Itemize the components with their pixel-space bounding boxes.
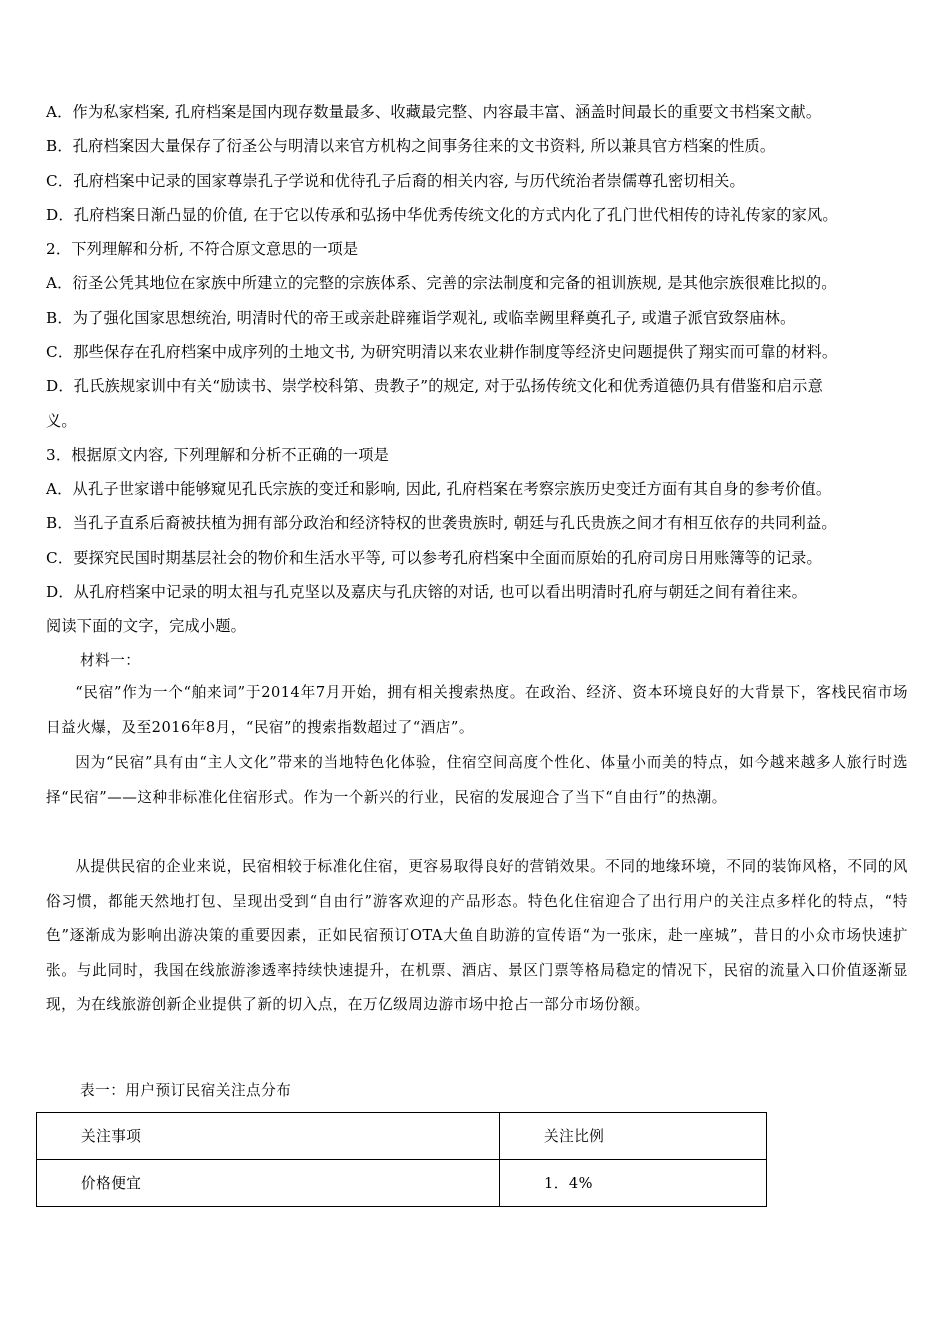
option-2a: A．衍圣公凭其地位在家族中所建立的完整的宗族体系、完善的宗法制度和完备的祖训族规, 是其他宗族很难比拟的。 <box>46 274 837 292</box>
header-focus-ratio: 关注比例 <box>544 1128 605 1145</box>
material-label: 材料一： <box>80 652 141 669</box>
table-header-cell <box>37 1113 500 1160</box>
option-2d: D．孔氏族规家训中有关“励读书、崇学校科第、贵教子”的规定, 对于弘扬传统文化和优秀道德仍具有借鉴和启示意 <box>46 377 823 395</box>
question-2: 2．下列理解和分析, 不符合原文意思的一项是 <box>46 240 359 258</box>
option-1c: C．孔府档案中记录的国家尊崇孔子学说和优待孔子后裔的相关内容, 与历代统治者崇儒尊孔密切相关。 <box>46 172 745 190</box>
reading-instruction: 阅读下面的文字，完成小题。 <box>46 617 247 635</box>
option-3a: A．从孔子世家谱中能够窥见孔氏宗族的变迁和影响, 因此, 孔府档案在考察宗族历史变迁方面有其自身的参考价值。 <box>46 480 832 498</box>
option-1d: D．孔府档案日渐凸显的价值, 在于它以传承和弘扬中华优秀传统文化的方式内化了孔门世代相传的诗礼传家的家风。 <box>46 206 838 224</box>
option-3c: C．要探究民国时期基层社会的物价和生活水平等, 可以参考孔府档案中全面而原始的孔府司房日用账簿等的记录。 <box>46 549 822 567</box>
option-3b: B．当孔子直系后裔被扶植为拥有部分政治和经济特权的世袭贵族时, 朝廷与孔氏贵族之间才有相互依存的共同利益。 <box>46 514 837 532</box>
question-3: 3．根据原文内容, 下列理解和分析不正确的一项是 <box>46 446 390 464</box>
focus-table <box>36 1112 767 1207</box>
option-1a: A．作为私家档案, 孔府档案是国内现存数量最多、收藏最完整、内容最丰富、涵盖时间最长的重要文书档案文献。 <box>46 103 822 121</box>
header-focus-item: 关注事项 <box>81 1128 142 1145</box>
option-2c: C．那些保存在孔府档案中成序列的土地文书, 为研究明清以来农业耕作制度等经济史问题提供了翔实而可靠的材料。 <box>46 343 838 361</box>
option-2d-cont: 义。 <box>46 412 77 430</box>
table-cell <box>37 1160 500 1207</box>
option-1b: B．孔府档案因大量保存了衍圣公与明清以来官方机构之间事务往来的文书资料, 所以兼具官方档案的性质。 <box>46 137 776 155</box>
table-header-cell <box>500 1113 767 1160</box>
table-cell <box>500 1160 767 1207</box>
table-header-row <box>37 1113 767 1160</box>
table-row <box>37 1160 767 1207</box>
paragraph-2: 因为“民宿”具有由“主人文化”带来的当地特色化体验，住宿空间高度个性化、体量小而美的特点，如今越来越多人旅行时选择“民宿”——这种非标准化住宿形式。作为一个新兴的行业，民宿的发展迎合了当下“自由行”的热潮。 <box>46 754 908 806</box>
option-3d: D．从孔府档案中记录的明太祖与孔克坚以及嘉庆与孔庆镕的对话, 也可以看出明清时孔府与朝廷之间有着往来。 <box>46 583 808 601</box>
option-2b: B．为了强化国家思想统治, 明清时代的帝王或亲赴辟雍诣学观礼, 或临幸阙里释奠孔子, 或遣子派官致祭庙林。 <box>46 309 796 327</box>
cell-item: 价格便宜 <box>81 1175 142 1192</box>
paragraph-1: “民宿”作为一个“舶来词”于2014年7月开始，拥有相关搜索热度。在政治、经济、资本环境良好的大背景下，客栈民宿市场日益火爆，及至2016年8月，“民宿”的搜索指数超过了“酒店”。 <box>46 684 908 736</box>
paragraph-3: 从提供民宿的企业来说，民宿相较于标准化住宿，更容易取得良好的营销效果。不同的地缘环境，不同的装饰风格，不同的风俗习惯，都能天然地打包、呈现出受到“自由行”游客欢迎的产品形态。特色化住宿迎合了出行用户的关注点多样化的特点，“特色”逐渐成为影响出游决策的重要因素，正如民宿预订OTA大鱼自助游的宣传语“为一张床，赴一座城”，昔日的小众市场快速扩张。与此同时，我国在线旅游渗透率持续快速提升，在机票、酒店、景区门票等格局稳定的情况下，民宿的流量入口价值逐渐显现，为在线旅游创新企业提供了新的切入点，在万亿级周边游市场中抢占一部分市场份额。 <box>46 858 908 1013</box>
table-caption: 表一：用户预订民宿关注点分布 <box>80 1082 292 1099</box>
cell-ratio: 1．4% <box>544 1175 594 1192</box>
